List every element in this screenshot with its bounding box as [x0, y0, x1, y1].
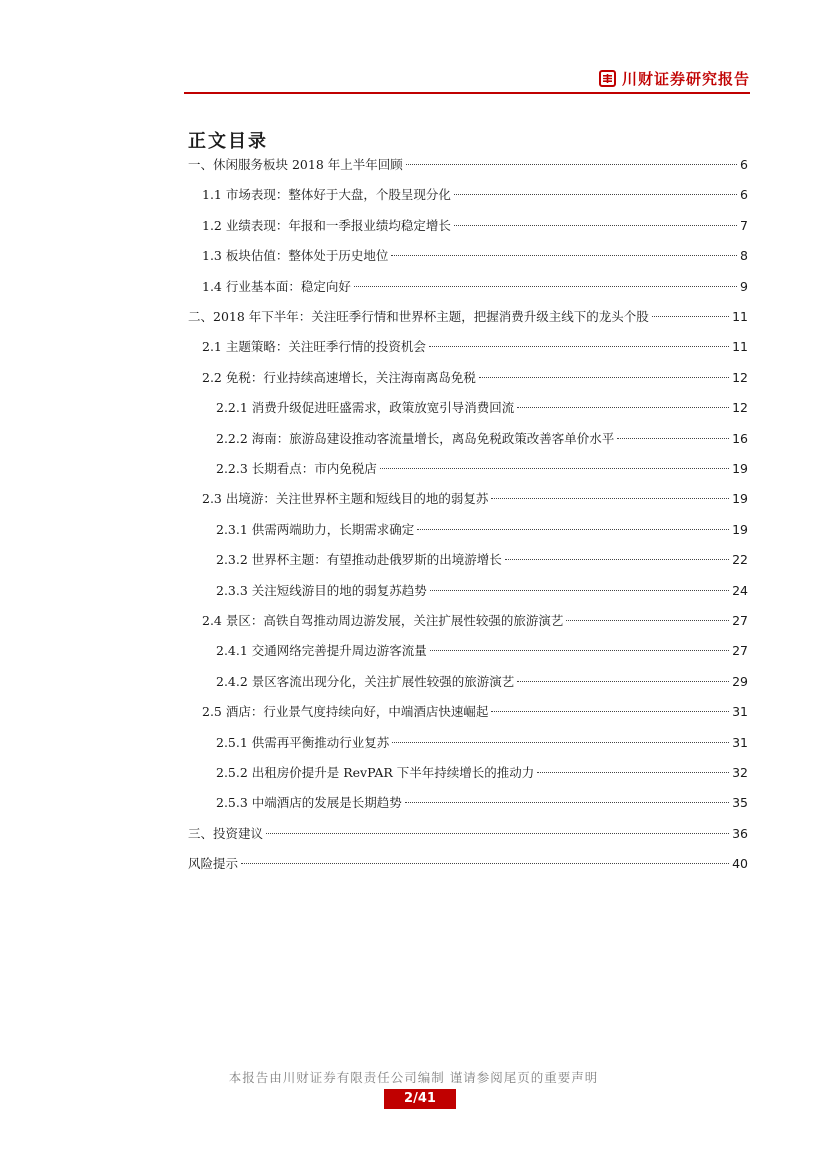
toc-entry[interactable]: [216, 581, 748, 601]
toc-dot-leader: [517, 407, 729, 408]
toc-entry-page: 6: [740, 187, 748, 202]
toc-entry-label: 1.1 市场表现：整体好于大盘，个股呈现分化: [202, 187, 451, 202]
toc-dot-leader: [517, 681, 729, 682]
toc-dot-leader: [430, 650, 729, 651]
toc-dot-leader: [617, 438, 729, 439]
toc-dot-leader: [479, 377, 729, 378]
toc-entry-label: 2.2.3 长期看点：市内免税店: [216, 461, 377, 476]
toc-dot-leader: [266, 833, 729, 834]
toc-entry-page: 6: [740, 157, 748, 172]
toc-entry-label: 2.2 免税：行业持续高速增长，关注海南离岛免税: [202, 370, 476, 385]
toc-dot-leader: [454, 194, 737, 195]
toc-entry[interactable]: [202, 702, 748, 722]
toc-entry[interactable]: [202, 246, 748, 266]
toc-entry[interactable]: [202, 611, 748, 631]
toc-dot-leader: [430, 590, 729, 591]
toc-entry[interactable]: [216, 429, 748, 449]
toc-entry-page: 27: [732, 643, 748, 658]
toc-entry[interactable]: [202, 216, 748, 236]
toc-dot-leader: [454, 225, 737, 226]
toc-entry-page: 24: [732, 583, 748, 598]
toc-entry-label: 1.3 板块估值：整体处于历史地位: [202, 248, 389, 263]
toc-dot-leader: [652, 316, 729, 317]
toc-entry[interactable]: [216, 398, 748, 418]
brand-name: 川财证券研究报告: [621, 70, 750, 88]
toc-dot-leader: [491, 711, 729, 712]
toc-dot-leader: [491, 498, 729, 499]
toc-entry-label: 2.4.1 交通网络完善提升周边游客流量: [216, 643, 427, 658]
toc-dot-leader: [429, 346, 729, 347]
toc-dot-leader: [391, 255, 737, 256]
header-rule: [184, 92, 750, 94]
page-header: [184, 66, 750, 92]
toc-entry-label: 二、2018 年下半年：关注旺季行情和世界杯主题，把握消费升级主线下的龙头个股: [188, 309, 649, 324]
toc-entry[interactable]: [216, 672, 748, 692]
toc-entry-label: 2.3.1 供需两端助力，长期需求确定: [216, 522, 415, 537]
toc-entry-page: 22: [732, 552, 748, 567]
toc-entry-label: 2.2.1 消费升级促进旺盛需求，政策放宽引导消费回流: [216, 400, 515, 415]
toc-dot-leader: [241, 863, 729, 864]
toc-entry-page: 31: [732, 704, 748, 719]
toc-entry-label: 2.3.2 世界杯主题：有望推动赴俄罗斯的出境游增长: [216, 552, 502, 567]
toc-title: 正文目录: [188, 131, 268, 152]
toc-entry-page: 19: [732, 461, 748, 476]
toc-dot-leader: [406, 164, 737, 165]
toc-entry-page: 35: [732, 795, 748, 810]
toc-entry-label: 2.2.2 海南：旅游岛建设推动客流量增长，离岛免税政策改善客单价水平: [216, 431, 615, 446]
toc-entry[interactable]: [188, 307, 748, 327]
toc-entry-page: 31: [732, 735, 748, 750]
toc-dot-leader: [505, 559, 729, 560]
toc-entry[interactable]: [216, 641, 748, 661]
toc-entry[interactable]: [188, 824, 748, 844]
toc-entry[interactable]: [202, 277, 748, 297]
toc-entry-label: 1.4 行业基本面：稳定向好: [202, 279, 351, 294]
toc-dot-leader: [417, 529, 729, 530]
toc-dot-leader: [537, 772, 729, 773]
toc-entry-page: 27: [732, 613, 748, 628]
toc-dot-leader: [392, 742, 729, 743]
toc-entry[interactable]: [216, 763, 748, 783]
toc-entry-page: 7: [740, 218, 748, 233]
toc-entry-page: 32: [732, 765, 748, 780]
toc-dot-leader: [566, 620, 729, 621]
brand: [599, 68, 750, 89]
page-number-badge: 2/41: [384, 1089, 456, 1109]
toc-entry-label: 2.5.3 中端酒店的发展是长期趋势: [216, 795, 402, 810]
toc-entry-page: 11: [732, 309, 748, 324]
toc-entry-label: 2.3 出境游：关注世界杯主题和短线目的地的弱复苏: [202, 491, 489, 506]
toc-entry-label: 1.2 业绩表现：年报和一季报业绩均稳定增长: [202, 218, 451, 233]
toc-entry-page: 12: [732, 400, 748, 415]
toc-entry[interactable]: [202, 337, 748, 357]
toc-entry-page: 36: [732, 826, 748, 841]
toc-entry-page: 29: [732, 674, 748, 689]
toc-entry[interactable]: [202, 185, 748, 205]
toc-entry-page: 16: [732, 431, 748, 446]
toc-entry-page: 19: [732, 522, 748, 537]
toc-entry[interactable]: [216, 793, 748, 813]
toc-entry-label: 2.4 景区：高铁自驾推动周边游发展，关注扩展性较强的旅游演艺: [202, 613, 564, 628]
toc-entry-label: 一、休闲服务板块 2018 年上半年回顾: [188, 157, 403, 172]
toc-entry-label: 2.1 主题策略：关注旺季行情的投资机会: [202, 339, 426, 354]
toc-entry-page: 11: [732, 339, 748, 354]
toc-entry[interactable]: [216, 459, 748, 479]
toc-entry-label: 2.3.3 关注短线游目的地的弱复苏趋势: [216, 583, 427, 598]
toc-entry-label: 三、投资建议: [188, 826, 264, 841]
toc-entry-page: 9: [740, 279, 748, 294]
toc-entry-label: 2.5 酒店：行业景气度持续向好，中端酒店快速崛起: [202, 704, 489, 719]
toc-entry[interactable]: [216, 550, 748, 570]
footer-disclaimer: 本报告由川财证券有限责任公司编制 谨请参阅尾页的重要声明: [228, 1070, 599, 1085]
toc-dot-leader: [380, 468, 729, 469]
toc-entry-page: 12: [732, 370, 748, 385]
toc-entry-page: 19: [732, 491, 748, 506]
toc-entry-label: 2.5.2 出租房价提升是 RevPAR 下半年持续增长的推动力: [216, 765, 535, 780]
chuancai-logo-icon: [599, 70, 616, 87]
toc-entry[interactable]: [216, 733, 748, 753]
toc-dot-leader: [405, 802, 729, 803]
toc-entry-label: 2.4.2 景区客流出现分化，关注扩展性较强的旅游演艺: [216, 674, 515, 689]
toc-entry-page: 40: [732, 856, 748, 871]
toc-entry[interactable]: [188, 155, 748, 175]
toc-entry[interactable]: [202, 489, 748, 509]
toc-entry-label: 风险提示: [188, 856, 239, 871]
toc-entry[interactable]: [216, 520, 748, 540]
toc-entry[interactable]: [202, 368, 748, 388]
toc-entry-page: 8: [740, 248, 748, 263]
toc-entry[interactable]: [188, 854, 748, 874]
toc-entry-label: 2.5.1 供需再平衡推动行业复苏: [216, 735, 390, 750]
toc-dot-leader: [354, 286, 737, 287]
